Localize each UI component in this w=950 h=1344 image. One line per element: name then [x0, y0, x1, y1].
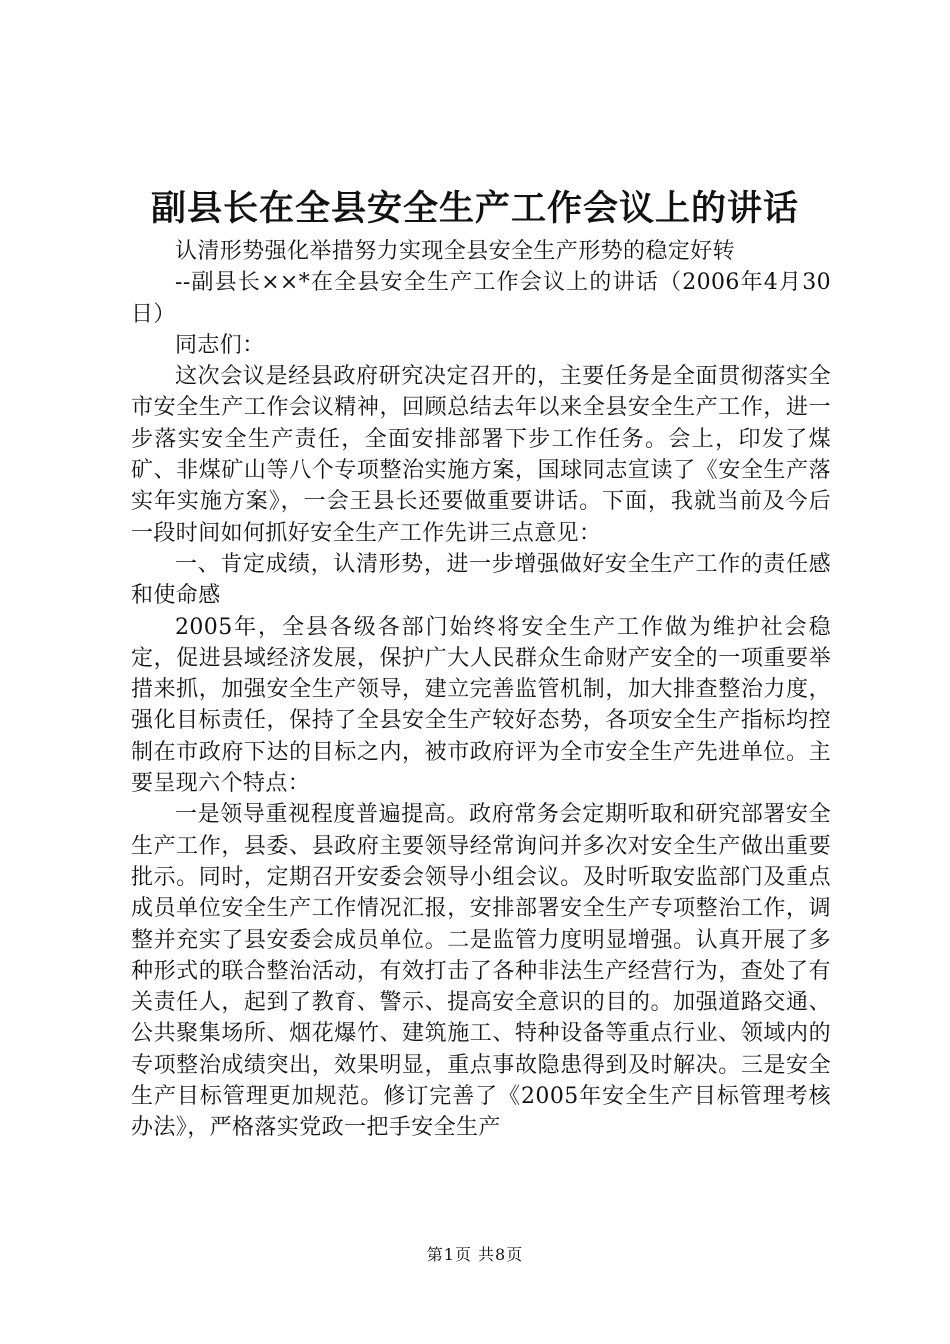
speaker-line: --副县长××*在全县安全生产工作会议上的讲话（2006年4月30日）	[131, 270, 831, 327]
section-heading: 一、肯定成绩，认清形势，进一步增强做好安全生产工作的责任感和使命感	[131, 551, 831, 609]
paragraph: 一是领导重视程度普遍提高。政府常务会定期听取和研究部署安全生产工作，县委、县政府主要领导经常询问并多次对安全生产做出重要批示。同时，定期召开安委会领导小组会议。及时听取安监部门及重点成员单位安全生产工作情况汇报，安排部署安全生产专项整治工作，调整并充实了县安委会成员单位。二是监管力度明显增强。认真开展了多种形式的联合整治活动，有效打击了各种非法生产经营行为，查处了有关责任人，起到了教育、警示、提高安全意识的目的。加强道路交通、公共聚集场所、烟花爆竹、建筑施工、特种设备等重点行业、领域内的专项整治成绩突出，效果明显，重点事故隐患得到及时解决。三是安全生产目标管理更加规范。修订完善了《2005年安全生产目标管理考核办法》，严格落实党政一把手安全生产	[131, 802, 831, 1141]
subtitle: 认清形势强化举措努力实现全县安全生产形势的稳定好转	[175, 239, 736, 264]
paragraph: 这次会议是经县政府研究决定召开的，主要任务是全面贯彻落实全市安全生产工作会议精神，回顾总结去年以来全县安全生产工作，进一步落实安全生产责任，全面安排部署下步工作任务。会上，印发了煤矿、非煤矿山等八个专项整治实施方案，国球同志宣读了《安全生产落实年实施方案》，一会王县长还要做重要讲话。下面，我就当前及今后一段时间如何抓好安全生产工作先讲三点意见：	[131, 364, 831, 546]
document-title: 副县长在全县安全生产工作会议上的讲话	[150, 189, 799, 229]
salutation: 同志们：	[175, 332, 265, 358]
page-number: 第1页 共8页	[426, 1245, 524, 1264]
document-body	[131, 236, 831, 1144]
paragraph: 2005年，全县各级各部门始终将安全生产工作做为维护社会稳定，促进县域经济发展，保护广大人民群众生命财产安全的一项重要举措来抓，加强安全生产领导，建立完善监管机制，加大排查整治力度，强化目标责任，保持了全县安全生产较好态势，各项安全生产指标均控制在市政府下达的目标之内，被市政府评为全市安全生产先进单位。主要呈现六个特点：	[131, 614, 831, 797]
